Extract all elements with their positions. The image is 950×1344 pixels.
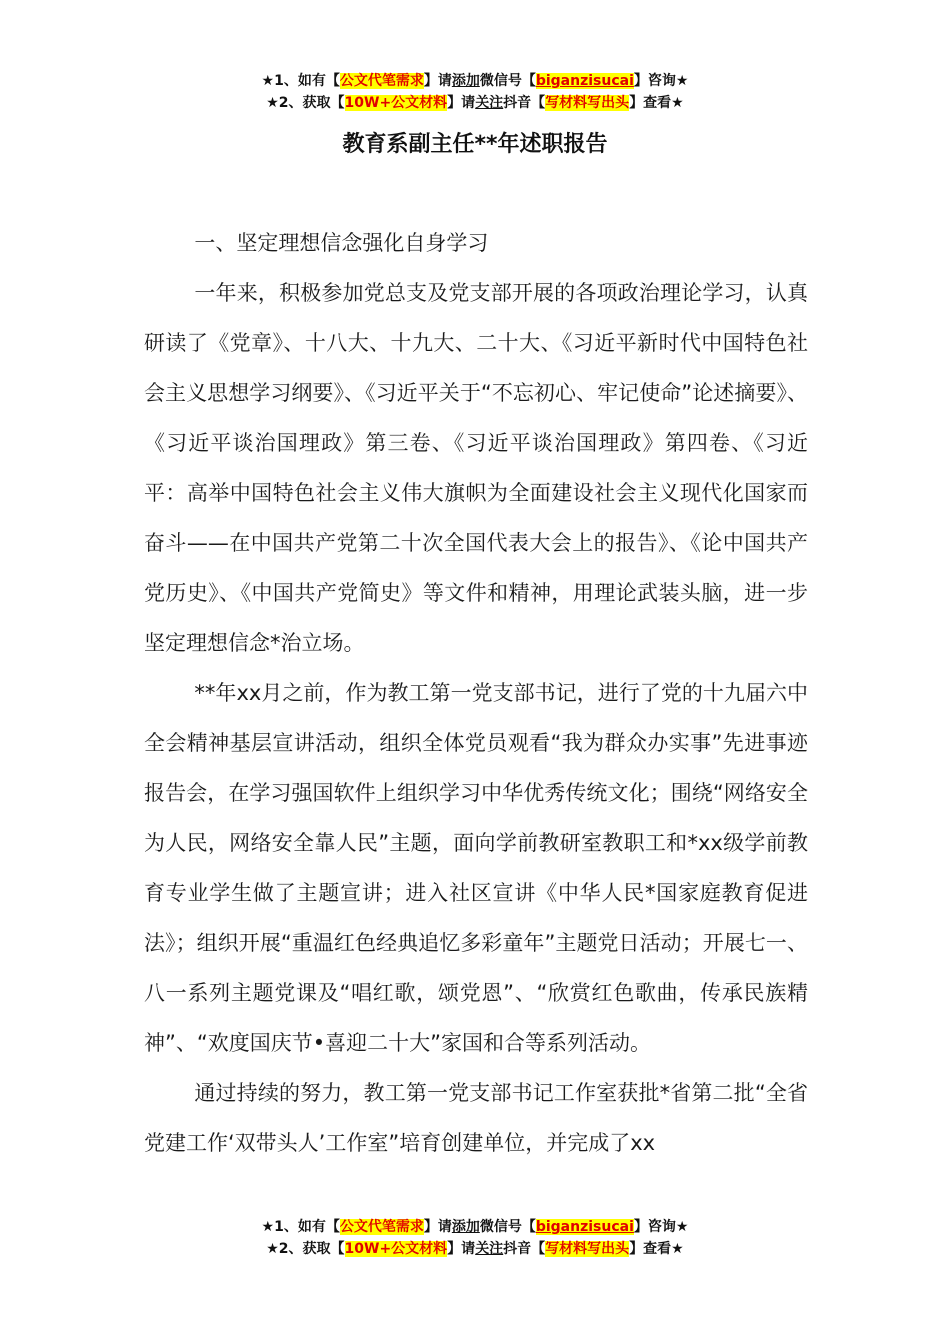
promo-banner-bottom xyxy=(0,1216,950,1260)
wechat-id-link[interactable]: biganzisucai xyxy=(535,73,634,89)
promo-line-2: ★2、获取【10W+公文材料】请关注抖音【写材料写出头】查看★ xyxy=(266,95,684,111)
wechat-id-link[interactable]: biganzisucai xyxy=(535,1219,634,1235)
highlight-materials: 10W+公文材料 xyxy=(344,1241,448,1257)
promo-line-1: ★1、如有【公文代笔需求】请添加微信号【biganzisucai】咨询★ xyxy=(261,1219,689,1235)
highlight-materials: 10W+公文材料 xyxy=(344,95,448,111)
document-body xyxy=(144,218,808,1168)
promo-line-1: ★1、如有【公文代笔需求】请添加微信号【biganzisucai】咨询★ xyxy=(261,73,689,89)
highlight-service: 公文代笔需求 xyxy=(339,73,424,89)
highlight-douyin: 写材料写出头 xyxy=(545,1241,630,1257)
paragraph: **年xx月之前，作为教工第一党支部书记，进行了党的十九届六中全会精神基层宣讲活动，组织全体党员观看“我为群众办实事”先进事迹报告会，在学习强国软件上组织学习中华优秀传统文化；围绕“网络安全为人民，网络安全靠人民”主题，面向学前教研室教职工和*xx级学前教育专业学生做了主题宣讲；进入社区宣讲《中华人民*国家庭教育促进法》；组织开展“重温红色经典追忆多彩童年”主题党日活动；开展七一、八一系列主题党课及“唱红歌，颂党恩”、“欣赏红色歌曲，传承民族精神”、“欢度国庆节•喜迎二十大”家国和合等系列活动。 xyxy=(144,681,808,1055)
paragraph: 通过持续的努力，教工第一党支部书记工作室获批*省第二批“全省党建工作‘双带头人’工作室”培育创建单位，并完成了xx xyxy=(144,1081,808,1155)
section-heading: 一、坚定理想信念强化自身学习 xyxy=(194,231,489,255)
highlight-service: 公文代笔需求 xyxy=(339,1219,424,1235)
document-title: 教育系副主任**年述职报告 xyxy=(342,132,608,157)
promo-line-2: ★2、获取【10W+公文材料】请关注抖音【写材料写出头】查看★ xyxy=(266,1241,684,1257)
paragraph: 一年来，积极参加党总支及党支部开展的各项政治理论学习，认真研读了《党章》、十八大、十九大、二十大、《习近平新时代中国特色社会主义思想学习纲要》、《习近平关于“不忘初心、牢记使命”论述摘要》、《习近平谈治国理政》第三卷、《习近平谈治国理政》第四卷、《习近平：高举中国特色社会主义伟大旗帜为全面建设社会主义现代化国家而奋斗——在中国共产党第二十次全国代表大会上的报告》、《论中国共产党历史》、《中国共产党简史》等文件和精神，用理论武装头脑，进一步坚定理想信念*治立场。 xyxy=(144,281,808,655)
highlight-douyin: 写材料写出头 xyxy=(545,95,630,111)
promo-banner-top xyxy=(0,70,950,114)
